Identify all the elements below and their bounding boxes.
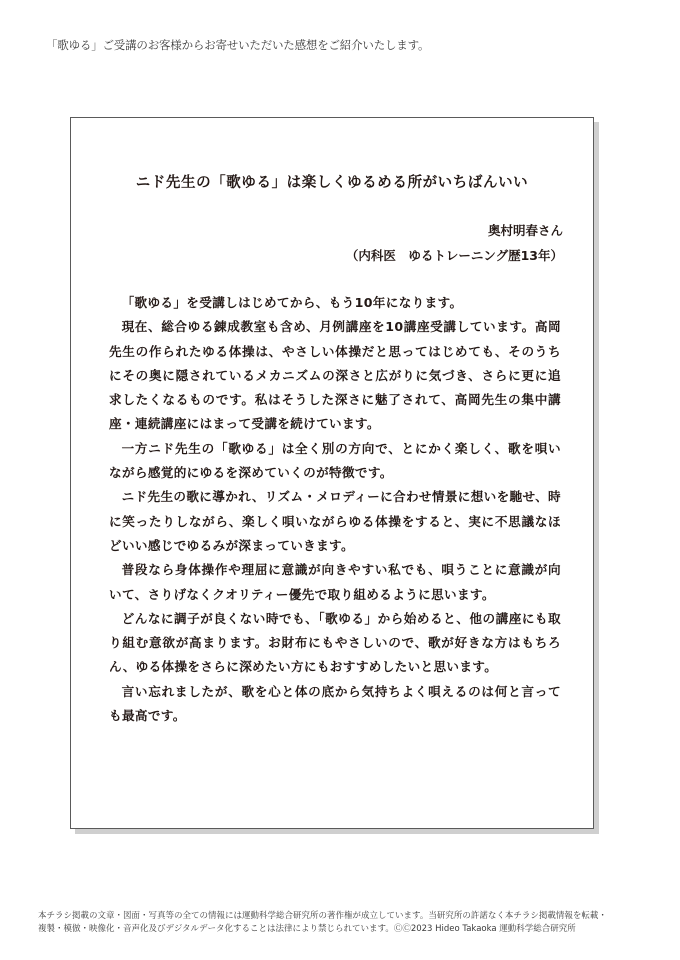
copyright-notice: [38, 910, 607, 936]
author-name: 奥村明春さん: [487, 223, 563, 238]
paragraph: どんなに調子が良くない時でも、「歌ゆる」から始めると、他の講座にも取り組む意欲が高まります。お財布にもやさしいので、歌が好きな方はもちろん、ゆる体操をさらに深めたい方にもおすすめしたいと思います。: [109, 610, 561, 675]
testimonial-title: ニド先生の「歌ゆる」は楽しくゆるめる所がいちばんいい: [135, 175, 529, 191]
author-block: [346, 218, 563, 268]
paragraph: ニド先生の歌に導かれ、リズム・メロディーに合わせ情景に想いを馳せ、時に笑ったりしながら、楽しく唄いながらゆる体操をすると、実に不思議なほどいい感じでゆるみが深まっていきます。: [109, 489, 561, 553]
author-detail: （内科医 ゆるトレーニング歴13年）: [345, 248, 563, 263]
testimonial-card: [70, 117, 594, 829]
testimonial-body: [109, 291, 561, 728]
copyright-line: 本チラシ掲載の文章・図面・写真等の全ての情報には運動科学総合研究所の著作権が成立しています。当研究所の許諾なく本チラシ掲載情報を転載・: [38, 911, 607, 921]
intro-text: 「歌ゆる」ご受講のお客様からお寄せいただいた感想をご紹介いたします。: [46, 38, 430, 52]
paragraph: 現在、総合ゆる錬成教室も含め、月例講座を10講座受講しています。高岡先生の作られたゆる体操は、やさしい体操だと思ってはじめても、そのうちにその奥に隠されているメカニズムの深さと広がりに気づき、さらに更に追求したくなるものです。私はそうした深さに魅了されて、高岡先生の集中講座・連続講座にはまって受講を続けています。: [109, 319, 561, 432]
paragraph: 一方ニド先生の「歌ゆる」は全く別の方向で、とにかく楽しく、歌を唄いながら感覚的にゆるを深めていくのが特徴です。: [109, 440, 561, 481]
paragraph: 言い忘れましたが、歌を心と体の底から気持ちよく唄えるのは何と言っても最高です。: [109, 683, 561, 724]
paragraph: 「歌ゆる」を受講しはじめてから、もう10年になります。: [121, 295, 463, 310]
paragraph: 普段なら身体操作や理屈に意識が向きやすい私でも、唄うことに意識が向いて、さりげなくクオリティー優先で取り組めるように思います。: [109, 562, 561, 602]
copyright-line: 複製・模倣・映像化・音声化及びデジタルデータ化することは法律により禁じられています。ⒸⒸ2023 Hideo Takaoka 運動科学総合研究所: [38, 924, 576, 934]
